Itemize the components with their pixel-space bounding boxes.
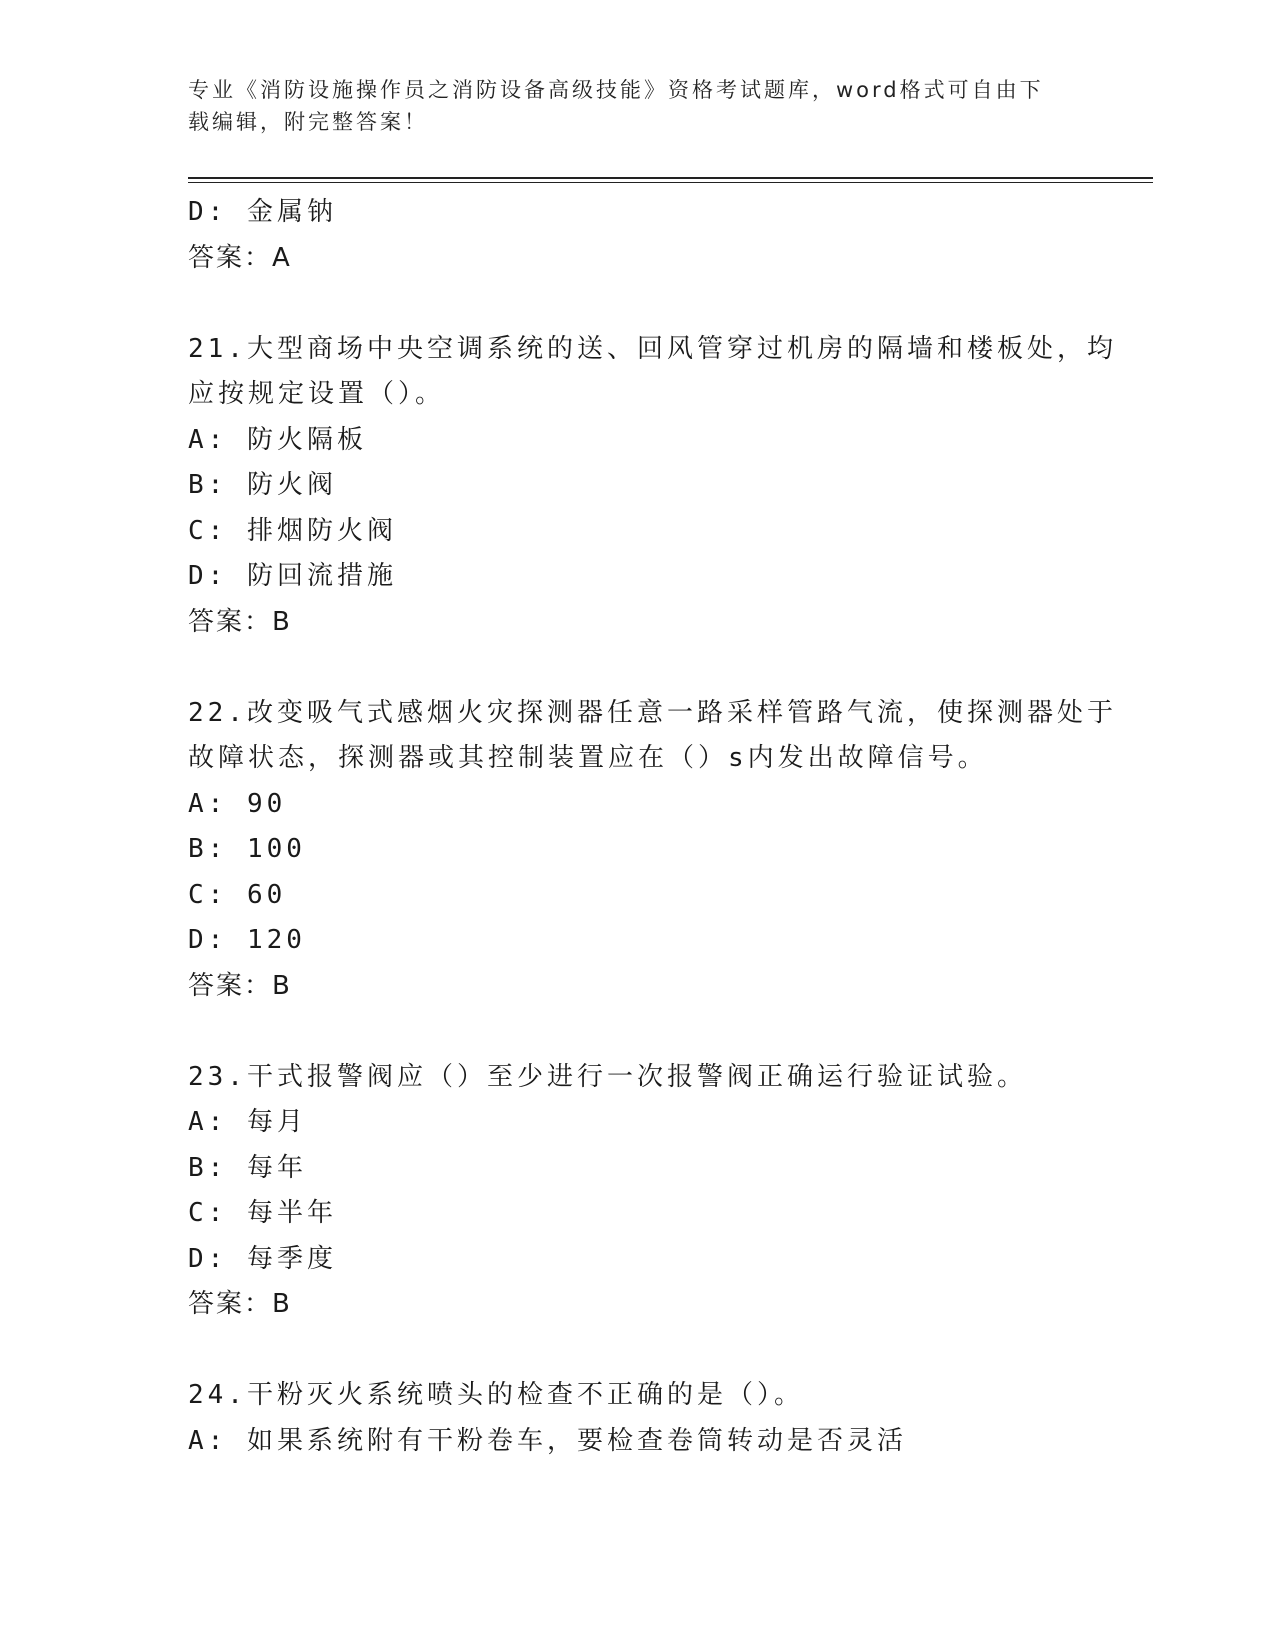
option-a: A: 每月 bbox=[188, 1107, 307, 1137]
option-a: A: 如果系统附有干粉卷车，要检查卷筒转动是否灵活 bbox=[188, 1425, 907, 1456]
header-divider-thick bbox=[188, 177, 1153, 179]
answer-line: 答案：B bbox=[188, 970, 292, 1001]
option-d: D: 120 bbox=[188, 925, 306, 955]
option-b: B: 100 bbox=[188, 834, 306, 864]
question-stem: 24.干粉灭火系统喷头的检查不正确的是（）。 bbox=[188, 1380, 804, 1410]
header-line-2: 载编辑，附完整答案！ bbox=[188, 110, 428, 134]
question-stem-continued: 应按规定设置（）。 bbox=[188, 379, 446, 409]
question-stem-continued: 故障状态，探测器或其控制装置应在（）s内发出故障信号。 bbox=[188, 743, 988, 773]
option-d: D: 防回流措施 bbox=[188, 561, 397, 591]
option-a: A: 90 bbox=[188, 788, 287, 819]
question-24 bbox=[188, 1373, 1088, 1464]
question-21 bbox=[188, 327, 1117, 646]
header-divider-thin bbox=[188, 182, 1153, 183]
header-line-1: 专业《消防设施操作员之消防设备高级技能》资格考试题库，word格式可自由下 bbox=[188, 78, 1044, 102]
document-header bbox=[188, 74, 1088, 138]
option-b: B: 防火阀 bbox=[188, 470, 337, 500]
answer-line: 答案：B bbox=[188, 606, 292, 637]
option-d: D: 每季度 bbox=[188, 1243, 337, 1274]
question-23 bbox=[188, 1055, 1088, 1328]
option-c: C: 60 bbox=[188, 879, 287, 910]
answer-line: 答案：B bbox=[188, 1289, 292, 1319]
question-22 bbox=[188, 691, 1117, 1010]
option-d: D: 金属钠 bbox=[188, 197, 337, 227]
option-c: C: 排烟防火阀 bbox=[188, 515, 397, 546]
question-stem: 21.大型商场中央空调系统的送、回风管穿过机房的隔墙和楼板处，均 bbox=[188, 333, 1117, 364]
question-stem: 23.干式报警阀应（）至少进行一次报警阀正确运行验证试验。 bbox=[188, 1061, 1027, 1092]
document-page bbox=[188, 0, 1158, 1650]
question-stem: 22.改变吸气式感烟火灾探测器任意一路采样管路气流，使探测器处于 bbox=[188, 697, 1117, 728]
option-a: A: 防火隔板 bbox=[188, 424, 367, 455]
option-c: C: 每半年 bbox=[188, 1198, 337, 1228]
question-list bbox=[188, 190, 1117, 1464]
previous-question-tail bbox=[188, 190, 1088, 281]
answer-line: 答案：A bbox=[188, 242, 292, 273]
option-b: B: 每年 bbox=[188, 1152, 307, 1183]
